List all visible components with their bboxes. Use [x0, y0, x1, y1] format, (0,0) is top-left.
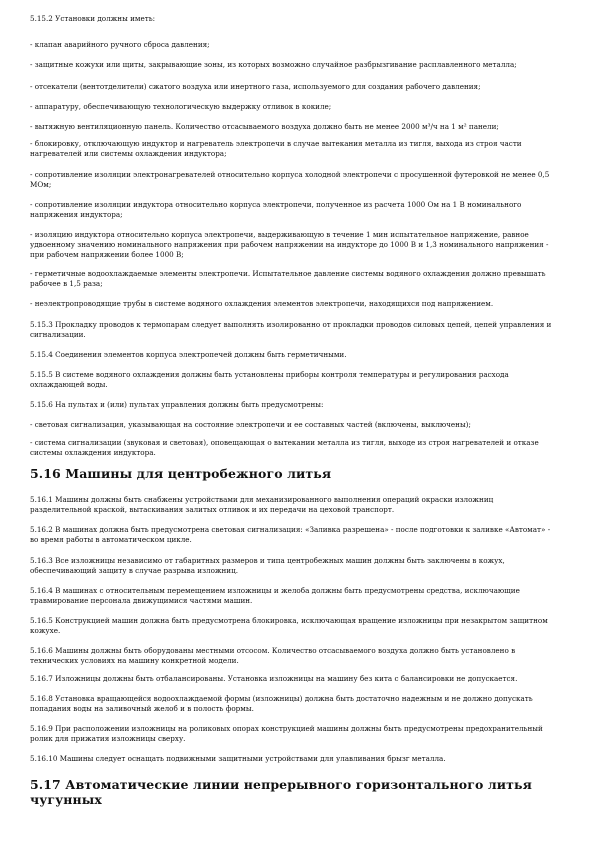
list-item: - защитные кожухи или щиты, закрывающие зоны, из которых возможно случайное разбрызгивание расплавленного металла; — [30, 60, 517, 69]
paragraph: 5.15.3 Прокладку проводов к термопарам следует выполнять изолированно от прокладки проводов силовых цепей, цепей управления и сигнализации. — [30, 320, 552, 339]
paragraph: 5.16.8 Установка вращающейся водоохлаждаемой формы (изложницы) должна быть достаточно надежным и не должно допускать попадания воды на заливочный желоб и в полость формы. — [30, 694, 533, 713]
section-heading: 5.16 Машины для центробежного литья — [30, 466, 332, 481]
paragraph: 5.15.2 Установки должны иметь: — [30, 14, 156, 23]
list-item: - неэлектропроводящие трубы в системе водяного охлаждения элементов электропечи, находящихся под напряжением. — [30, 299, 494, 308]
list-item: - сопротивление изоляции индуктора относительно корпуса электропечи, полученное из расчета 1000 Ом на 1 В номинального напряжения индуктора; — [30, 200, 522, 219]
paragraph: 5.16.3 Все изложницы независимо от габаритных размеров и типа центробежных машин должны быть заключены в кожух, обеспечивающий защиту в случае разрыва изложниц. — [30, 556, 505, 575]
list-item: - аппаратуру, обеспечивающую технологическую выдержку отливок в кокиле; — [30, 102, 332, 111]
section-heading: 5.17 Автоматические линии непрерывного горизонтального литья чугунных — [30, 777, 532, 807]
paragraph: 5.15.4 Соединения элементов корпуса электропечей должны быть герметичными. — [30, 350, 347, 359]
paragraph: 5.16.1 Машины должны быть снабжены устройствами для механизированного выполнения операций окраски изложниц разделительной краской, вытаскивания залитых отливок и их передачи на цеховой транспорт. — [30, 495, 494, 514]
paragraph: 5.16.5 Конструкцией машин должна быть предусмотрена блокировка, исключающая вращение изложницы при незакрытом защитном кожухе. — [30, 616, 548, 635]
paragraph: 5.15.5 В системе водяного охлаждения должны быть установлены приборы контроля температуры и регулирования расхода охлаждающей воды. — [30, 370, 509, 389]
paragraph: 5.16.2 В машинах должна быть предусмотрена световая сигнализация: «Заливка разрешена» - после подготовки к заливке «Автомат» - во время работы в автоматическом цикле. — [30, 525, 551, 544]
paragraph: 5.16.7 Изложницы должны быть отбалансированы. Установка изложницы на машину без кита с балансировки не допускается. — [30, 674, 518, 683]
paragraph: 5.16.9 При расположении изложницы на роликовых опорах конструкцией машины должны быть предусмотрены предохранительный ролик для прижатия изложницы сверху. — [30, 724, 543, 743]
list-item: - блокировку, отключающую индуктор и нагреватель электропечи в случае вытекания металла из тигля, выхода из строя части нагревателей или системы охлаждения индуктора; — [30, 139, 522, 158]
list-item: - отсекатели (вентотделители) сжатого воздуха или инертного газа, используемого для создания рабочего давления; — [30, 82, 481, 91]
list-item: - сопротивление изоляции электронагревателей относительно корпуса холодной электропечи с просушенной футеровкой не менее 0,5 МОм; — [30, 170, 550, 189]
paragraph: 5.16.10 Машины следует оснащать подвижными защитными устройствами для улавливания брызг металла. — [30, 754, 446, 763]
list-item: - световая сигнализация, указывающая на состояние электропечи и ее составных частей (включены, выключены); — [30, 420, 471, 429]
paragraph: 5.16.4 В машинах с относительным перемещением изложницы и желоба должны быть предусмотрены средства, исключающие травмирование персонала движущимися частями машин. — [30, 586, 520, 605]
list-item: - вытяжную вентиляционную панель. Количество отсасываемого воздуха должно быть не менее 2000 м³/ч на 1 м² панели; — [30, 122, 499, 131]
paragraph: 5.16.6 Машины должны быть оборудованы местными отсосом. Количество отсасываемого воздуха должно быть установлено в технических условиях на машину конкретной модели. — [30, 646, 516, 665]
list-item: - изоляцию индуктора относительно корпуса электропечи, выдерживающую в течение 1 мин испытательное напряжение, равное удвоенному значению номинального напряжения при рабочем напряжении на индукторе до 1000 В и 1,3 номинального напряжения - при рабочем напряжении более 1000 В; — [30, 230, 549, 259]
list-item: - клапан аварийного ручного сброса давления; — [30, 40, 210, 49]
list-item: - система сигнализации (звуковая и световая), оповещающая о вытекании металла из тигля, выходе из строя нагревателей и отказе системы охлаждения индуктора. — [30, 438, 539, 457]
paragraph: 5.15.6 На пультах и (или) пультах управления должны быть предусмотрены: — [30, 400, 324, 409]
list-item: - герметичные водоохлаждаемые элементы электропечи. Испытательное давление системы водяного охлаждения должно превышать рабочее в 1,5 раза; — [30, 269, 546, 288]
